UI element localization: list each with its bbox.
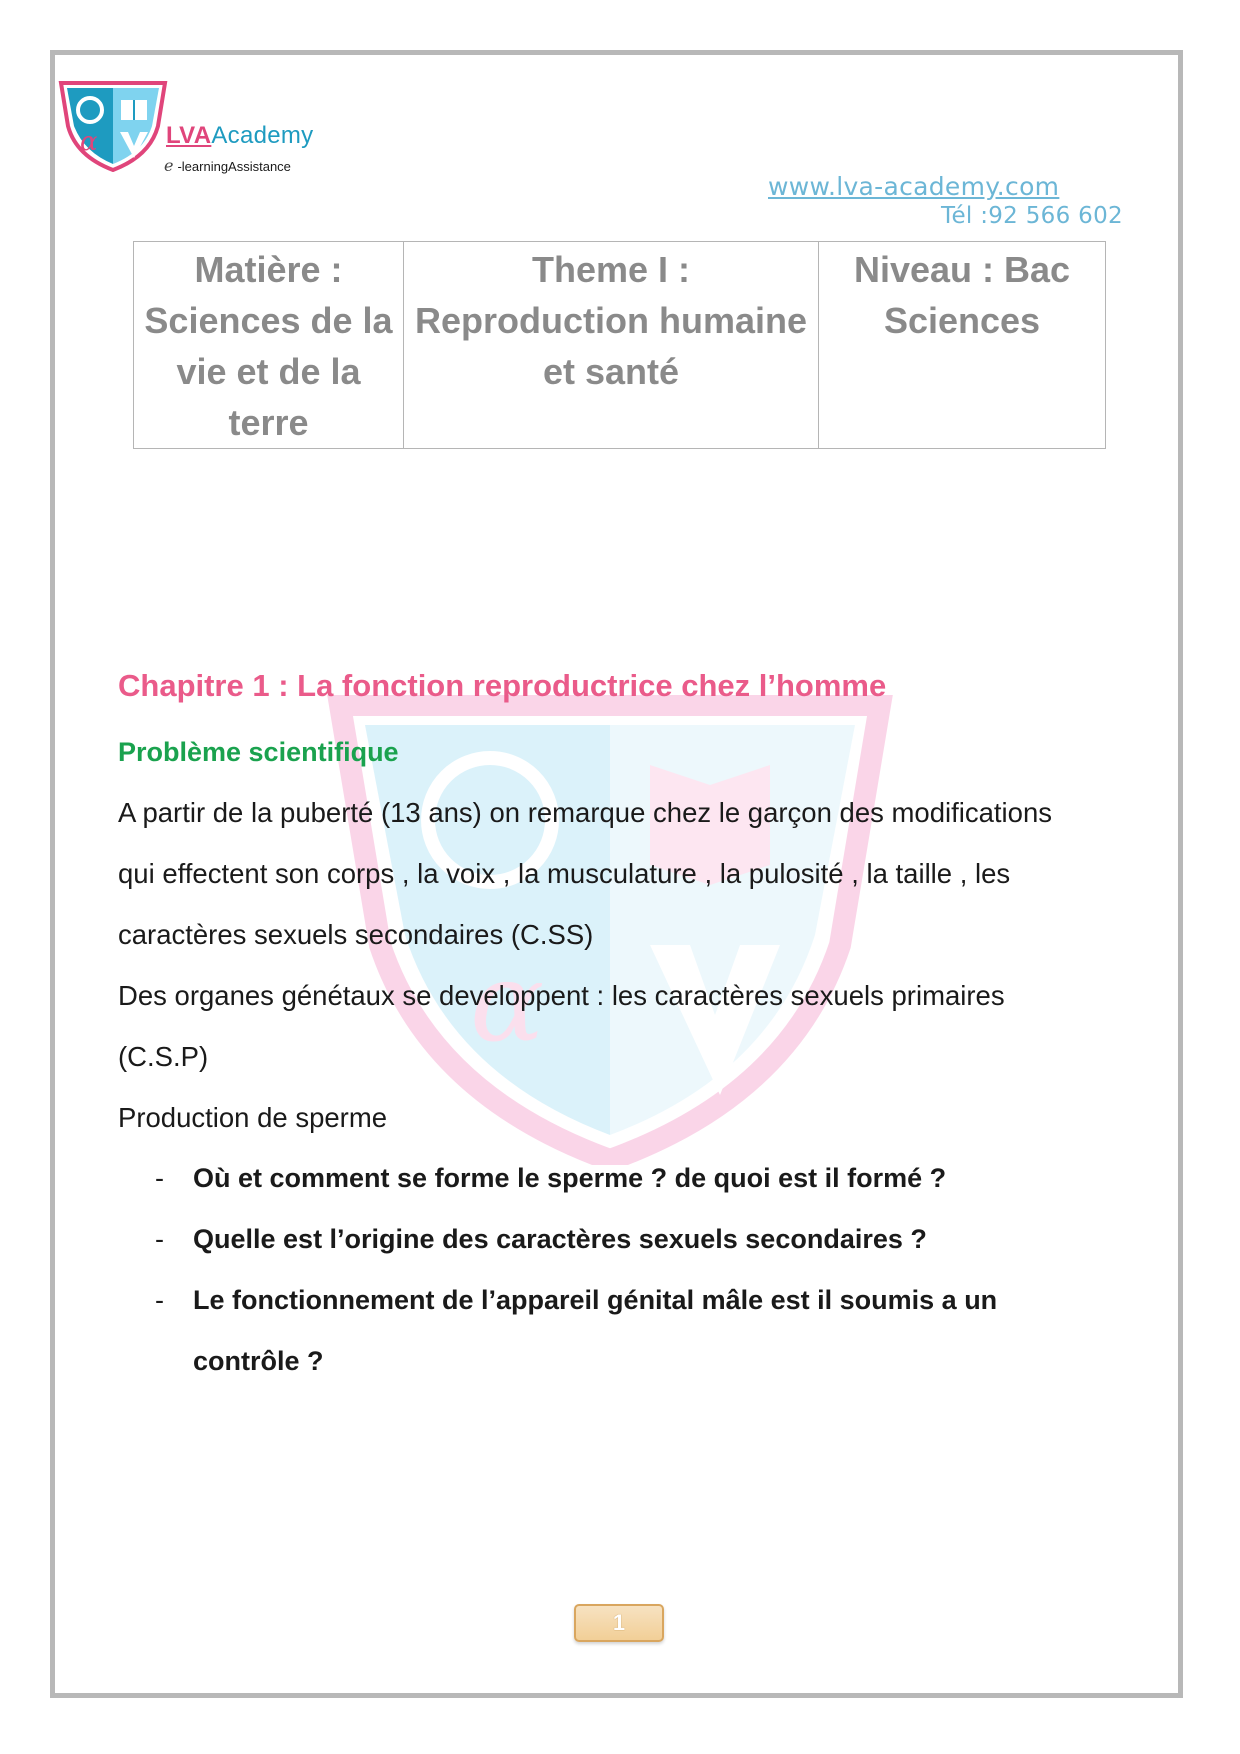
question-item-continued: contrôle ? (193, 1346, 324, 1376)
paragraph-line: A partir de la puberté (13 ans) on remarque chez le garçon des modifications (118, 797, 1052, 828)
svg-text:α: α (470, 938, 545, 1066)
page-number-badge: 1 (574, 1604, 664, 1642)
paragraph-line: caractères sexuels secondaires (C.SS) (118, 919, 594, 950)
svg-text:α: α (80, 127, 98, 157)
question-item: Où et comment se forme le sperme ? de quoi est il formé ? (193, 1163, 947, 1193)
question-item: Le fonctionnement de l’appareil génital mâle est il soumis a un (193, 1285, 998, 1315)
brand-name-academy: Academy (211, 122, 314, 149)
brand-name (166, 122, 314, 150)
cell-niveau: Niveau : Bac Sciences (819, 242, 1106, 449)
list-bullet: - (155, 1163, 164, 1193)
cell-theme: Theme I : Reproduction humaine et santé (404, 242, 819, 449)
brand-tagline (164, 156, 291, 175)
cell-matiere: Matière : Sciences de la vie et de la terre (134, 242, 404, 449)
tagline-e-letter: e (164, 156, 174, 175)
chapter-title: Chapitre 1 : La fonction reproductrice chez l’homme (118, 668, 887, 703)
paragraph-line: (C.S.P) (118, 1041, 209, 1072)
paragraph-line: Des organes génétaux se developpent : les caractères sexuels primaires (118, 980, 1005, 1011)
phone-number: Tél :92 566 602 (941, 203, 1123, 229)
list-bullet: - (155, 1285, 164, 1315)
header-row (134, 242, 1106, 449)
paragraph-line: qui effectent son corps , la voix , la musculature , la pulosité , la taille , les (118, 858, 1011, 889)
question-item: Quelle est l’origine des caractères sexuels secondaires ? (193, 1224, 927, 1254)
website-link[interactable]: www.lva-academy.com (768, 172, 1060, 201)
tagline-text: -learningAssistance (177, 159, 291, 174)
paragraph-line: Production de sperme (118, 1102, 388, 1133)
problem-title: Problème scientifique (118, 737, 399, 767)
list-bullet: - (155, 1224, 164, 1254)
brand-name-lva: LVA (166, 122, 212, 149)
subject-header-table (133, 241, 1106, 449)
lva-academy-logo (58, 80, 168, 172)
